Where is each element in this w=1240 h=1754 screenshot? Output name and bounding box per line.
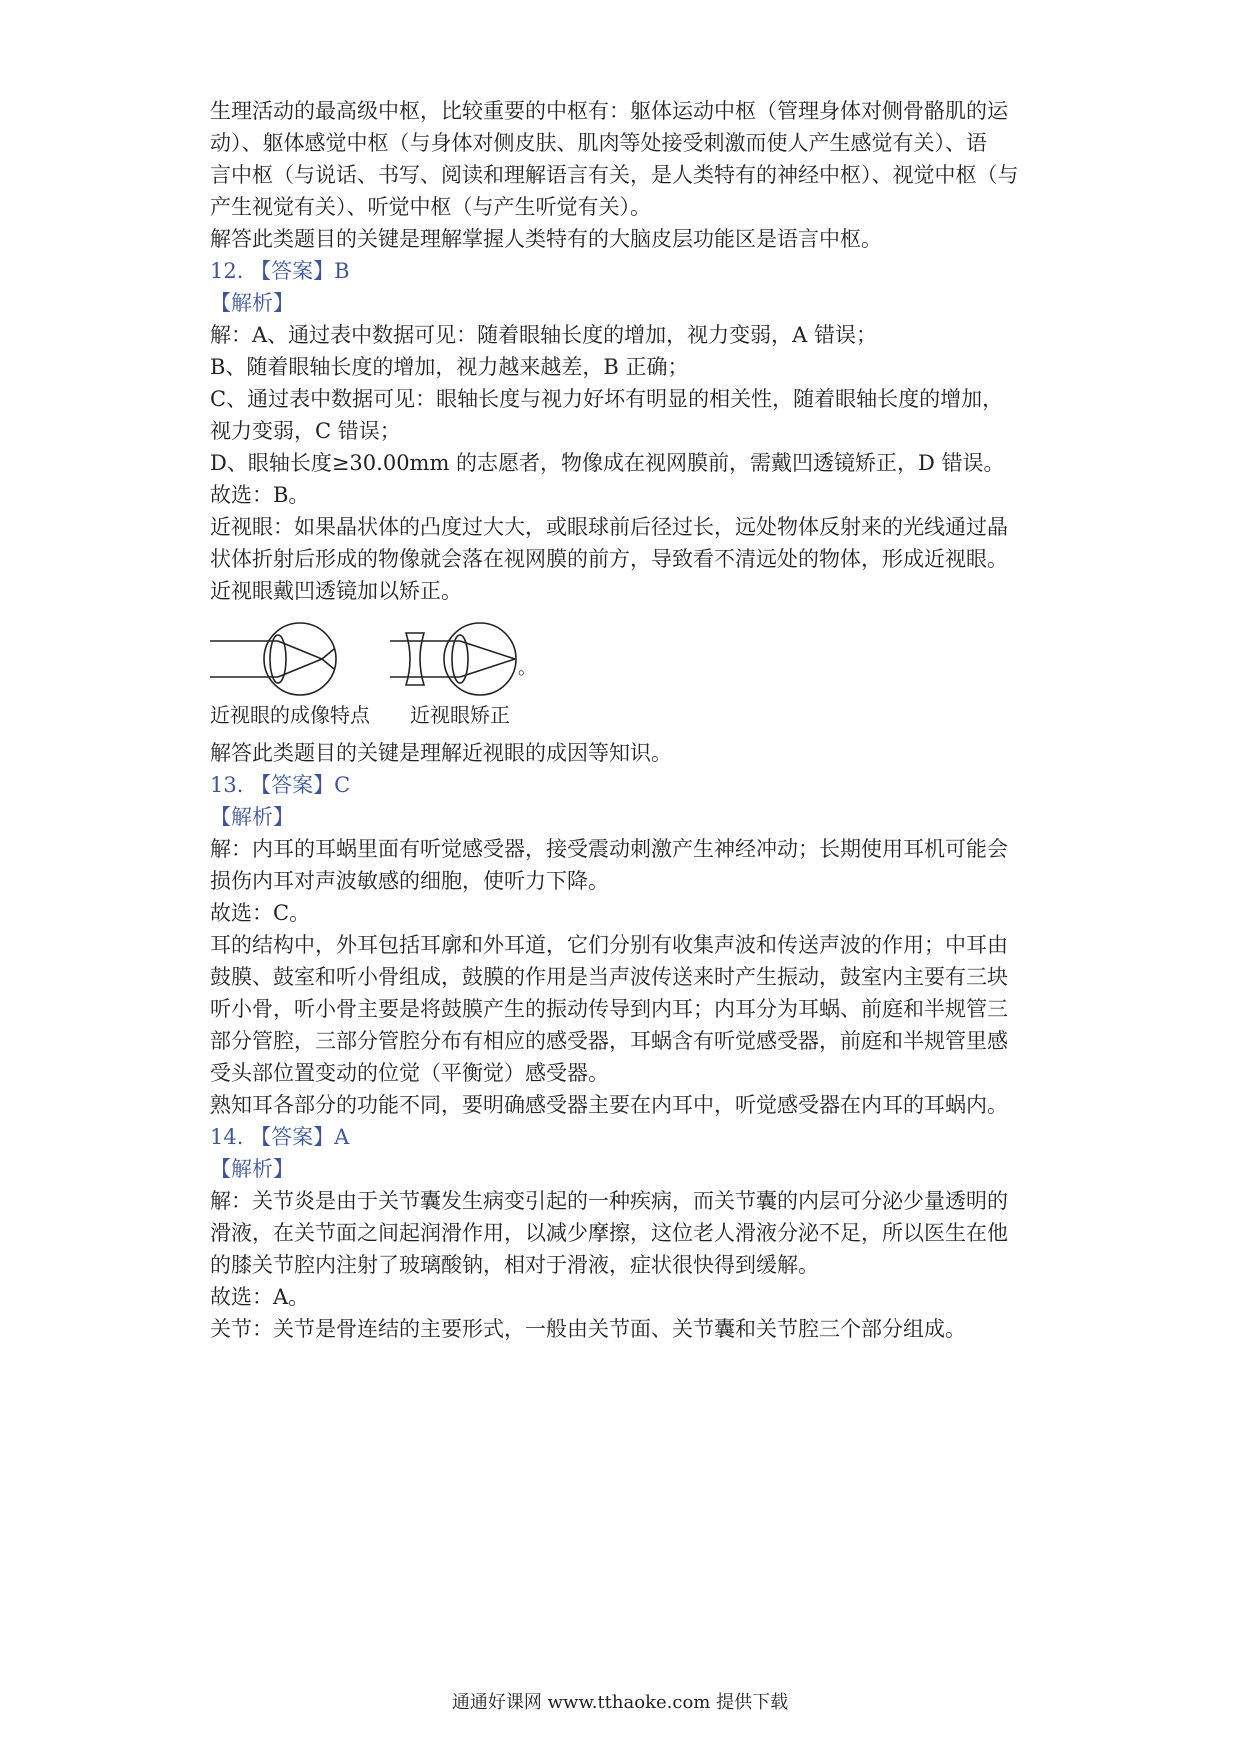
myopia-diagram: [210, 619, 570, 699]
analysis-line: C、通过表中数据可见：眼轴长度与视力好坏有明显的相关性，随着眼轴长度的增加，: [210, 387, 1004, 411]
answer-heading: 12. 【答案】B: [210, 259, 350, 283]
analysis-line: 受头部位置变动的位觉（平衡觉）感受器。: [210, 1061, 609, 1085]
intro-line: 生理活动的最高级中枢，比较重要的中枢有：躯体运动中枢（管理身体对侧骨骼肌的运: [210, 99, 1008, 123]
question-12: [210, 255, 1050, 769]
caption-myopia-correction: 近视眼矫正: [410, 703, 510, 727]
answer-heading: 14. 【答案】A: [210, 1125, 350, 1149]
analysis-line: 故选：B。: [210, 483, 310, 507]
intro-line: 动）、躯体感觉中枢（与身体对侧皮肤、肌肉等处接受刺激而使人产生感觉有关）、语: [210, 131, 987, 155]
analysis-line: 故选：C。: [210, 901, 311, 925]
analysis-heading: 【解析】: [210, 805, 294, 829]
analysis-line: 损伤内耳对声波敏感的细胞，使听力下降。: [210, 869, 609, 893]
analysis-line: 鼓膜、鼓室和听小骨组成，鼓膜的作用是当声波传送来时产生振动，鼓室内主要有三块: [210, 965, 1008, 989]
analysis-line: 耳的结构中，外耳包括耳廓和外耳道，它们分别有收集声波和传送声波的作用；中耳由: [210, 933, 1008, 957]
analysis-line: 解：内耳的耳蜗里面有听觉感受器，接受震动刺激产生神经冲动；长期使用耳机可能会: [210, 837, 1008, 861]
document-body: [210, 95, 1050, 1345]
analysis-heading: 【解析】: [210, 1157, 294, 1181]
analysis-line: 故选：A。: [210, 1285, 310, 1309]
analysis-line: 近视眼：如果晶状体的凸度过大大，或眼球前后径过长，远处物体反射来的光线通过晶: [210, 515, 1008, 539]
intro-line: 解答此类题目的关键是理解掌握人类特有的大脑皮层功能区是语言中枢。: [210, 227, 882, 251]
intro-section: [210, 95, 1050, 255]
intro-line: 言中枢（与说话、书写、阅读和理解语言有关，是人类特有的神经中枢）、视觉中枢（与: [210, 163, 1019, 187]
analysis-line: D、眼轴长度≥30.00mm 的志愿者，物像成在视网膜前，需戴凹透镜矫正，D 错误。: [210, 451, 1005, 475]
analysis-line: 的膝关节腔内注射了玻璃酸钠，相对于滑液，症状很快得到缓解。: [210, 1253, 819, 1277]
analysis-line: B、随着眼轴长度的增加，视力越来越差，B 正确；: [210, 355, 689, 379]
analysis-line: 熟知耳各部分的功能不同，要明确感受器主要在内耳中，听觉感受器在内耳的耳蜗内。: [210, 1093, 1008, 1117]
intro-line: 产生视觉有关）、听觉中枢（与产生听觉有关）。: [210, 195, 651, 219]
analysis-line: 解答此类题目的关键是理解近视眼的成因等知识。: [210, 741, 672, 765]
analysis-line: 解：A、通过表中数据可见：随着眼轴长度的增加，视力变弱，A 错误；: [210, 323, 878, 347]
myopia-eye-left: [210, 623, 336, 695]
analysis-line: 关节：关节是骨连结的主要形式，一般由关节面、关节囊和关节腔三个部分组成。: [210, 1317, 966, 1341]
analysis-line: 听小骨，听小骨主要是将鼓膜产生的振动传导到内耳；内耳分为耳蜗、前庭和半规管三: [210, 997, 1008, 1021]
myopia-eye-right: [390, 623, 516, 695]
answer-heading: 13. 【答案】C: [210, 773, 351, 797]
analysis-heading: 【解析】: [210, 291, 294, 315]
analysis-line: 状体折射后形成的物像就会落在视网膜的前方，导致看不清远处的物体，形成近视眼。: [210, 547, 1008, 571]
analysis-line: 解：关节炎是由于关节囊发生病变引起的一种疾病，而关节囊的内层可分泌少量透明的: [210, 1189, 1008, 1213]
page-footer: 通通好课网 www.tthaoke.com 提供下载: [451, 1692, 789, 1713]
myopia-figure: [210, 619, 1050, 735]
question-14: [210, 1121, 1050, 1345]
figure-dot: 。: [518, 658, 536, 679]
analysis-line: 视力变弱，C 错误；: [210, 419, 401, 443]
analysis-line: 近视眼戴凹透镜加以矫正。: [210, 579, 462, 603]
analysis-line: 滑液，在关节面之间起润滑作用，以减少摩擦，这位老人滑液分泌不足，所以医生在他: [210, 1221, 1008, 1245]
caption-myopia-imaging: 近视眼的成像特点: [210, 703, 370, 727]
question-13: [210, 769, 1050, 1121]
analysis-line: 部分管腔，三部分管腔分布有相应的感受器，耳蜗含有听觉感受器，前庭和半规管里感: [210, 1029, 1008, 1053]
